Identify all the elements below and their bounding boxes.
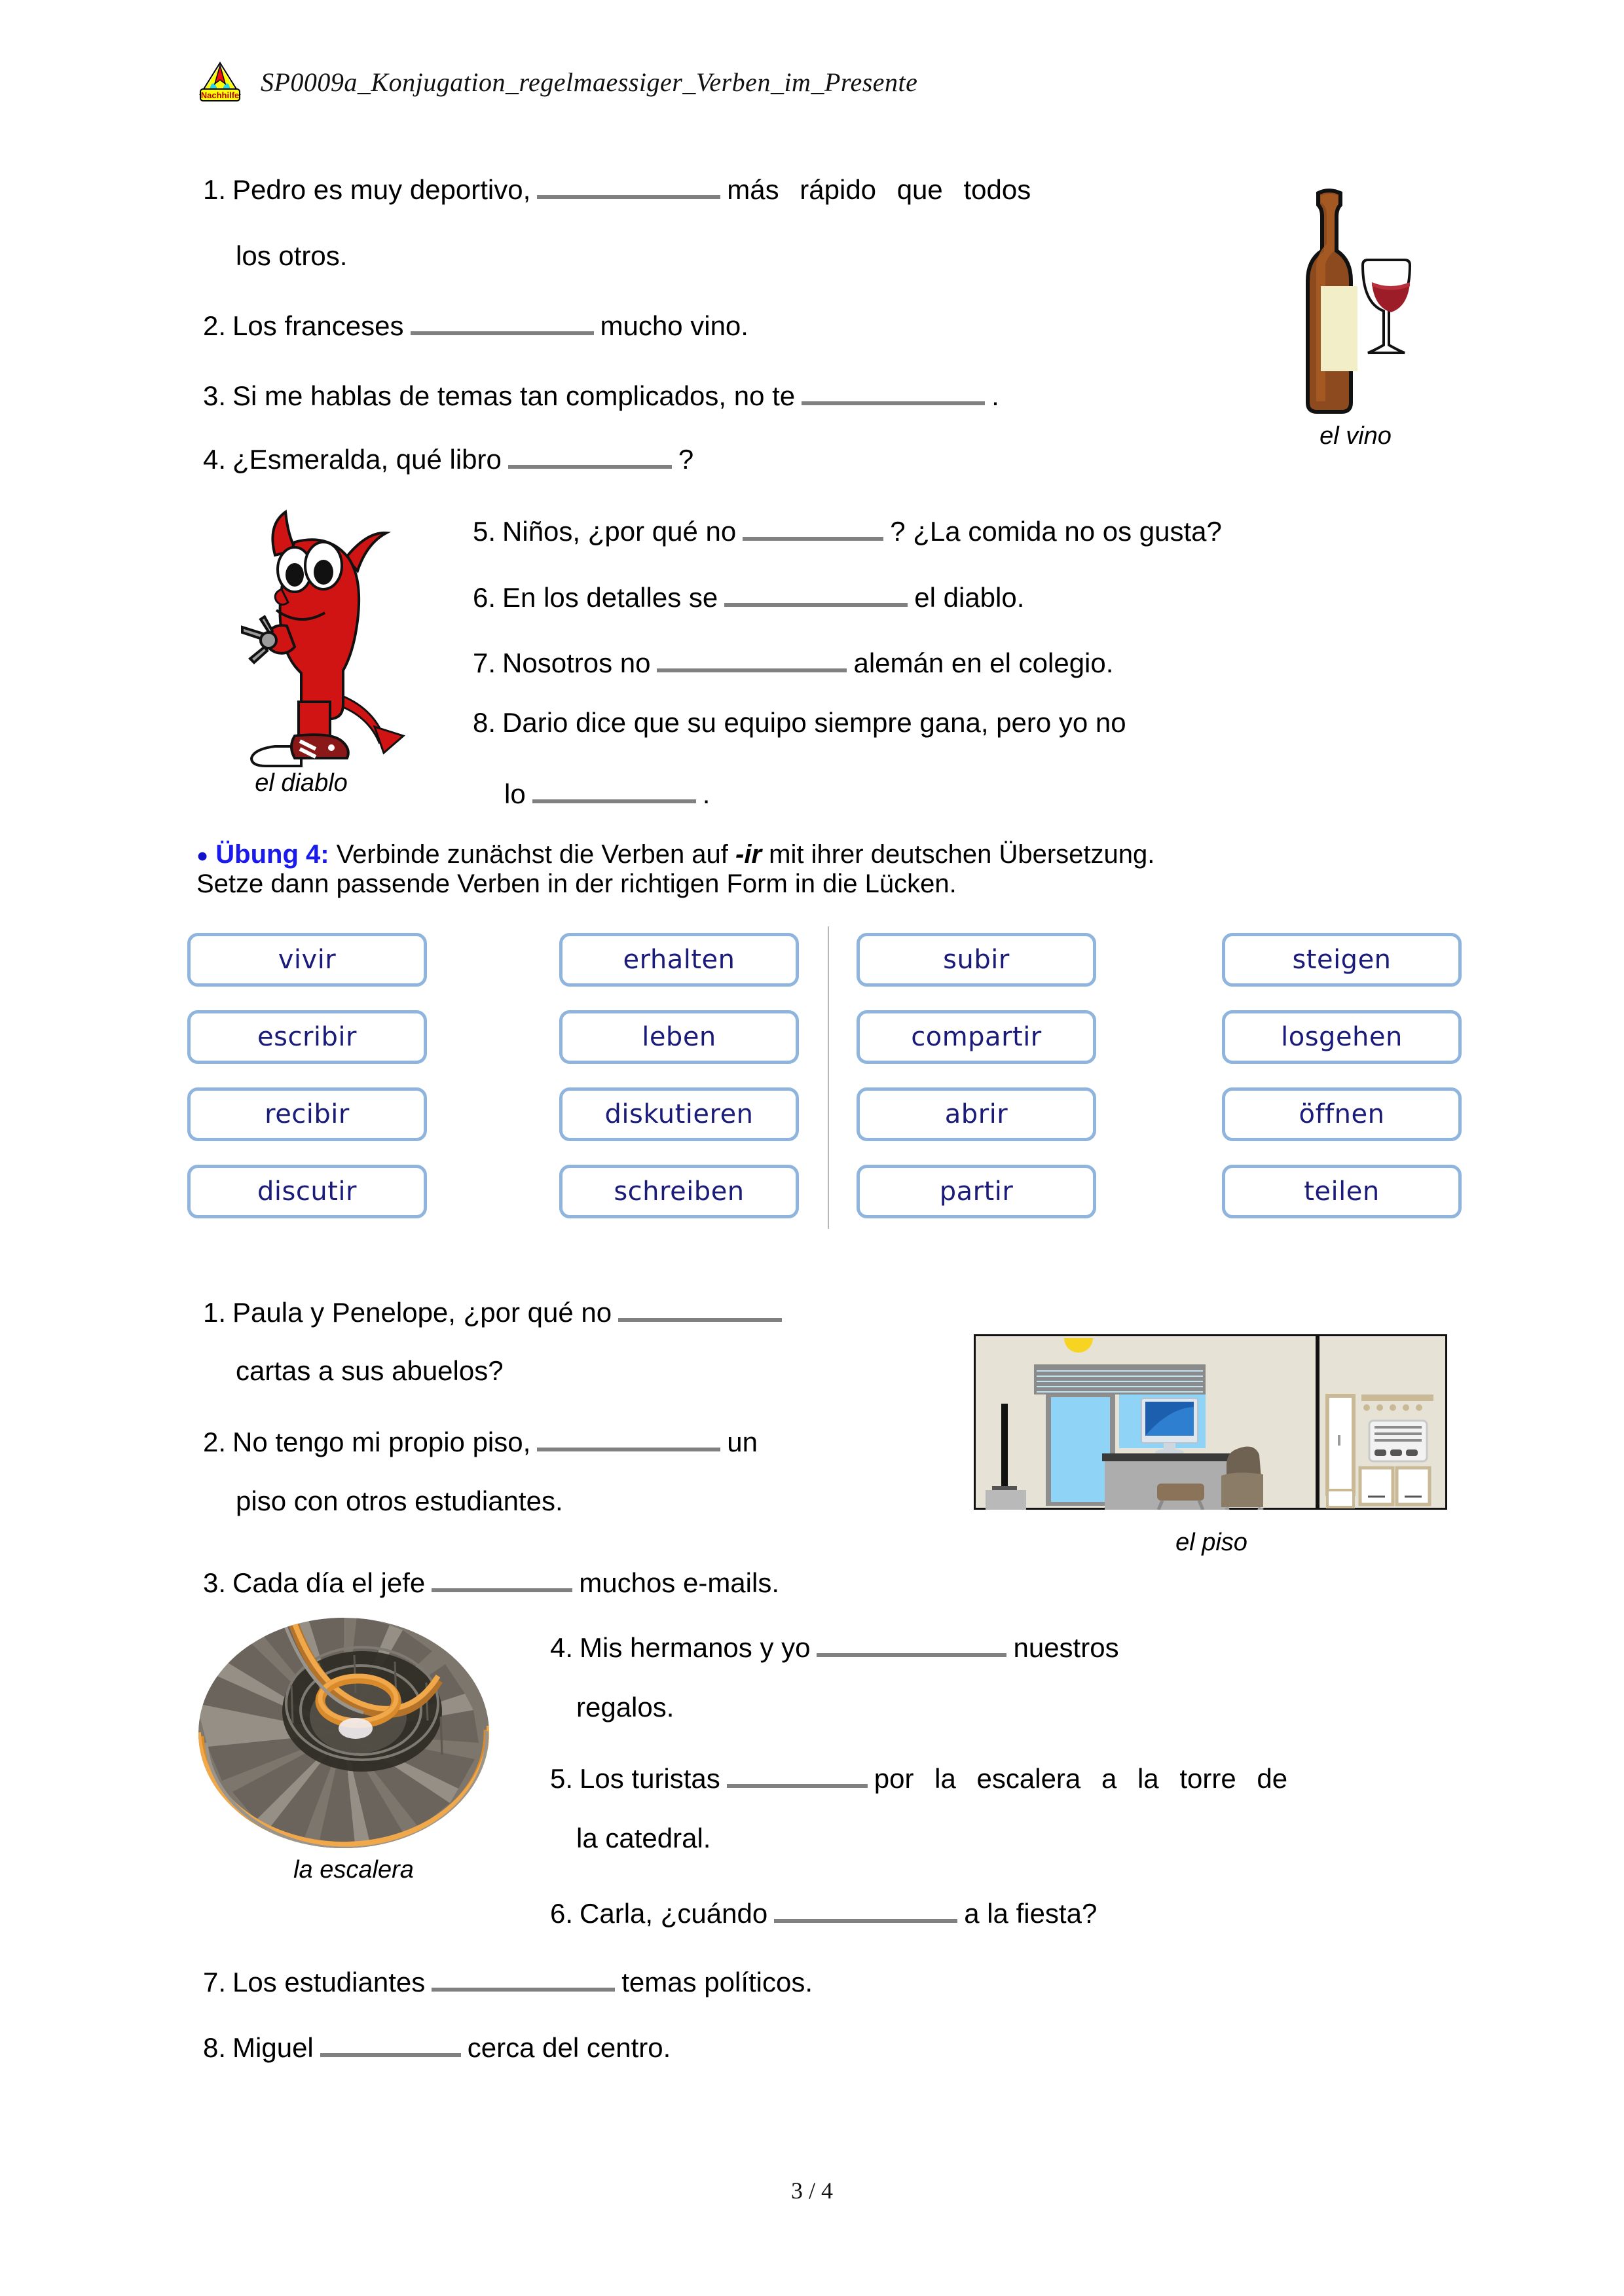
word-box[interactable]: [559, 1165, 799, 1218]
item-text-post: mucho vino.: [600, 310, 748, 341]
answer-blank[interactable]: [432, 1963, 615, 1992]
answer-blank[interactable]: [618, 1293, 782, 1322]
item-text-post: nuestros: [1013, 1632, 1119, 1663]
item-number: 3.: [203, 380, 227, 411]
uebung-label: Übung 4:: [215, 840, 329, 869]
item-text-post: muchos e-mails.: [579, 1567, 780, 1598]
word-box[interactable]: [559, 1087, 799, 1141]
document-title: SP0009a_Konjugation_regelmaessiger_Verben_im_Presente: [261, 67, 918, 97]
item-number: 7.: [473, 647, 496, 678]
item-text-post: alemán en el colegio.: [853, 647, 1114, 678]
page-header: [196, 60, 917, 103]
bullet-icon: ●: [196, 845, 209, 867]
item-text-pre: Los turistas: [580, 1763, 720, 1794]
item-text-pre: Niños, ¿por qué no: [502, 516, 737, 547]
question-item: [203, 306, 748, 340]
answer-blank[interactable]: [657, 644, 847, 672]
caption-piso: el piso: [1175, 1529, 1247, 1556]
answer-blank[interactable]: [817, 1628, 1006, 1657]
word-box[interactable]: [1222, 1087, 1462, 1141]
word-label: erhalten: [623, 945, 735, 975]
word-box[interactable]: [1222, 933, 1462, 987]
question-item-cont: [576, 1825, 710, 1852]
uebung-line2: Setze dann passende Verben in der richtigen Form in die Lücken.: [196, 869, 957, 898]
item-text-cont-post: .: [702, 778, 710, 809]
word-label: leben: [642, 1022, 716, 1052]
caption-escalera: la escalera: [293, 1856, 414, 1884]
question-item: [550, 1759, 1287, 1793]
item-text-pre: No tengo mi propio piso,: [232, 1427, 531, 1457]
word-box[interactable]: [187, 933, 427, 987]
answer-blank[interactable]: [432, 1563, 572, 1592]
item-number: 4.: [550, 1632, 574, 1663]
question-item: [203, 2028, 671, 2062]
item-text-post: a la fiesta?: [964, 1898, 1098, 1929]
question-item-cont: [236, 242, 347, 270]
item-text-cont: regalos.: [576, 1692, 674, 1722]
escalera-illustration: [193, 1612, 514, 1854]
question-item: [203, 440, 693, 473]
word-label: teilen: [1304, 1176, 1380, 1207]
answer-blank[interactable]: [743, 512, 883, 541]
item-text-pre: Dario dice que su equipo siempre gana, pero yo no: [502, 707, 1126, 738]
item-number: 3.: [203, 1567, 227, 1598]
item-text-pre: Carla, ¿cuándo: [580, 1898, 768, 1929]
answer-blank[interactable]: [537, 170, 720, 199]
item-text-post: cerca del centro.: [467, 2032, 671, 2063]
word-label: öffnen: [1299, 1099, 1385, 1129]
item-text-pre: Cada día el jefe: [232, 1567, 426, 1598]
item-number: 2.: [203, 1427, 227, 1457]
question-item: [550, 1628, 1119, 1662]
word-label: recibir: [265, 1099, 350, 1129]
word-box[interactable]: [187, 1010, 427, 1064]
grid-divider: [828, 926, 829, 1229]
word-label: steigen: [1292, 945, 1392, 975]
uebung-text-italic: -ir: [735, 840, 762, 869]
item-number: 1.: [203, 174, 227, 205]
item-text-post: más rápido que todos: [727, 174, 1031, 205]
answer-blank[interactable]: [508, 440, 672, 469]
caption-vino: el vino: [1320, 422, 1392, 450]
answer-blank[interactable]: [411, 306, 594, 335]
item-text-pre: Los estudiantes: [232, 1967, 426, 1997]
item-number: 2.: [203, 310, 227, 341]
word-label: compartir: [911, 1022, 1042, 1052]
item-text-post: temas políticos.: [621, 1967, 813, 1997]
item-text-pre: En los detalles se: [502, 582, 718, 613]
word-box[interactable]: [857, 1165, 1096, 1218]
item-text-pre: Los franceses: [232, 310, 404, 341]
item-text-pre: Mis hermanos y yo: [580, 1632, 811, 1663]
item-text-post: el diablo.: [914, 582, 1025, 613]
item-text-pre: Nosotros no: [502, 647, 651, 678]
item-text-pre: Paula y Penelope, ¿por qué no: [232, 1297, 612, 1328]
answer-blank[interactable]: [774, 1894, 957, 1923]
uebung-text-2: mit ihrer deutschen Übersetzung.: [769, 840, 1155, 869]
question-item: [550, 1894, 1097, 1927]
item-number: 6.: [473, 582, 496, 613]
uebung-heading: [196, 840, 1460, 899]
question-item: [203, 1563, 779, 1597]
item-text-post: un: [727, 1427, 758, 1457]
item-number: 8.: [473, 707, 496, 738]
question-item: [473, 709, 1126, 737]
question-item: [203, 1963, 813, 1996]
answer-blank[interactable]: [537, 1423, 720, 1451]
page-footer: 3 / 4: [790, 2178, 833, 2204]
word-box[interactable]: [1222, 1010, 1462, 1064]
item-text-post: ? ¿La comida no os gusta?: [890, 516, 1222, 547]
word-label: schreiben: [614, 1176, 745, 1207]
word-label: discutir: [257, 1176, 357, 1207]
item-text-post: ?: [678, 444, 694, 475]
item-text-cont: piso con otros estudiantes.: [236, 1485, 563, 1516]
item-text-pre: Si me hablas de temas tan complicados, no te: [232, 380, 796, 411]
word-box[interactable]: [559, 933, 799, 987]
word-box[interactable]: [857, 933, 1096, 987]
question-item-cont: [576, 1694, 674, 1721]
item-number: 8.: [203, 2032, 227, 2063]
question-item-cont: [236, 1357, 504, 1385]
svg-text:Nachhilfe: Nachhilfe: [200, 90, 240, 100]
nachhilfe-logo-icon: [196, 60, 244, 103]
word-label: abrir: [944, 1099, 1008, 1129]
question-item: [203, 1423, 758, 1456]
question-item: [473, 644, 1113, 677]
answer-blank[interactable]: [802, 376, 985, 405]
devil-illustration: [196, 498, 406, 773]
word-box[interactable]: [187, 1087, 427, 1141]
answer-blank[interactable]: [320, 2028, 461, 2057]
item-number: 5.: [550, 1763, 574, 1794]
question-item: [473, 578, 1024, 611]
item-text-pre: ¿Esmeralda, qué libro: [232, 444, 502, 475]
wine-illustration: [1280, 173, 1444, 422]
item-number: 7.: [203, 1967, 227, 1997]
item-text-post: .: [991, 380, 999, 411]
word-box[interactable]: [857, 1087, 1096, 1141]
item-text-pre: Miguel: [232, 2032, 314, 2063]
item-text-pre: Pedro es muy deportivo,: [232, 174, 531, 205]
item-number: 5.: [473, 516, 496, 547]
item-number: 6.: [550, 1898, 574, 1929]
word-box[interactable]: [559, 1010, 799, 1064]
answer-blank[interactable]: [532, 774, 696, 803]
item-text-cont: los otros.: [236, 240, 348, 271]
question-item: [203, 170, 1031, 204]
question-item-cont: [504, 774, 710, 808]
word-box[interactable]: [1222, 1165, 1462, 1218]
word-box[interactable]: [187, 1165, 427, 1218]
item-number: 4.: [203, 444, 227, 475]
item-number: 1.: [203, 1297, 227, 1328]
verb-match-grid: [187, 933, 1462, 1221]
item-text-cont-pre: lo: [504, 778, 526, 809]
word-label: subir: [943, 945, 1010, 975]
uebung-text-1: Verbinde zunächst die Verben auf: [336, 840, 728, 869]
item-text-cont: cartas a sus abuelos?: [236, 1355, 504, 1386]
word-label: vivir: [278, 945, 337, 975]
question-item: [473, 512, 1222, 545]
word-label: partir: [939, 1176, 1014, 1207]
word-label: escribir: [257, 1022, 357, 1052]
word-box[interactable]: [857, 1010, 1096, 1064]
piso-illustration: [974, 1334, 1447, 1510]
item-text-post: por la escalera a la torre de: [874, 1763, 1288, 1794]
answer-blank[interactable]: [727, 1759, 868, 1788]
answer-blank[interactable]: [724, 578, 908, 607]
question-item-cont: [236, 1487, 563, 1515]
question-item: [203, 376, 999, 410]
item-text-cont: la catedral.: [576, 1823, 711, 1853]
word-label: diskutieren: [604, 1099, 754, 1129]
question-item: [203, 1293, 788, 1326]
caption-diablo: el diablo: [255, 769, 348, 797]
word-label: losgehen: [1281, 1022, 1403, 1052]
